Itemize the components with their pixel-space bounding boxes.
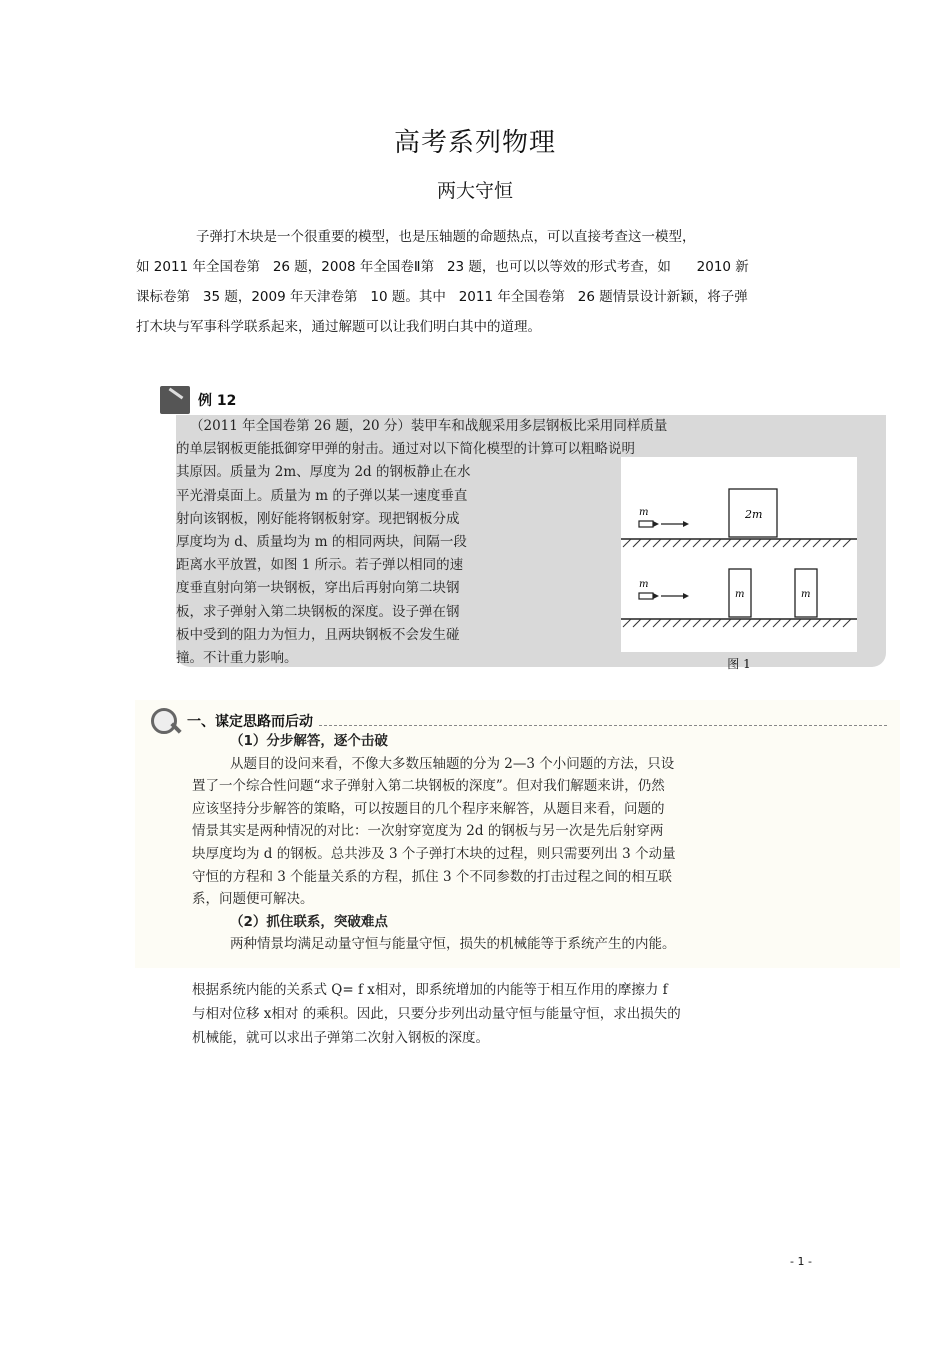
strategy-section: [135, 700, 900, 968]
example-line: 厚度均为 d、质量均为 m 的相同两块，间隔一段: [176, 534, 467, 551]
conclusion-line: 机械能，就可以求出子弹第二次射入钢板的深度。: [192, 1030, 489, 1046]
pencil-icon: [160, 386, 190, 414]
example-line: 撞。不计重力影响。: [176, 650, 298, 667]
para-line: 系，问题便可解决。: [192, 891, 314, 908]
figure-background: [621, 457, 857, 652]
para-line: 块厚度均为 d 的钢板。总共涉及 3 个子弹打木块的过程，则只需要列出 3 个动量: [192, 845, 676, 862]
example-box: [160, 385, 890, 671]
example-line: 射向该钢板，刚好能将钢板射穿。现把钢板分成: [176, 510, 460, 527]
para-line: 守恒的方程和 3 个能量关系的方程，抓住 3 个不同参数的打击过程之间的相互联: [192, 868, 672, 885]
section-divider: [319, 725, 887, 726]
conclusion-line: 根据系统内能的关系式 Q= f x相对，即系统增加的内能等于相互作用的摩擦力 f: [192, 982, 668, 998]
subheading-1: （1）分步解答，逐个击破: [230, 733, 388, 749]
block-m-second-label: m: [801, 589, 811, 600]
section-title: 一、谋定思路而后动: [187, 714, 313, 730]
para-line: 应该坚持分步解答的策略，可以按题目的几个程序来解答，从题目来看，问题的: [192, 800, 665, 817]
page-number: - 1 -: [790, 1255, 812, 1268]
example-line: （2011 年全国卷第 26 题，20 分）装甲车和战舰采用多层钢板比采用同样质量: [190, 418, 668, 434]
magnifier-icon: [147, 706, 183, 736]
subheading-2: （2）抓住联系，突破难点: [230, 913, 388, 930]
example-line: 其原因。质量为 2m、厚度为 2d 的钢板静止在水: [176, 464, 471, 481]
example-header: [160, 385, 236, 415]
example-label: 例 12: [198, 393, 237, 409]
section-body: [192, 730, 676, 956]
para-line: 两种情景均满足动量守恒与能量守恒，损失的机械能等于系统产生的内能。: [230, 936, 676, 953]
page-title: 高考系列物理: [393, 128, 556, 158]
bullet-label-bottom: m: [639, 579, 649, 590]
block-2m-label: 2m: [745, 508, 763, 521]
figure-diagram: [621, 457, 857, 652]
example-body: [176, 415, 886, 671]
block-m-first-label: m: [735, 589, 745, 600]
intro-line: 子弹打木块是一个很重要的模型，也是压轴题的命题热点，可以直接考查这一模型，: [196, 229, 696, 245]
example-line: 的单层钢板更能抵御穿甲弹的射击。通过对以下简化模型的计算可以粗略说明: [176, 441, 635, 458]
example-text: [176, 415, 667, 670]
bullet-label-top: m: [639, 507, 649, 518]
figure-1: [621, 457, 857, 671]
intro-line: 打木块与军事科学联系起来，通过解题可以让我们明白其中的道理。: [136, 319, 541, 335]
para-line: 从题目的设问来看，不像大多数压轴题的分为 2—3 个小问题的方法，只设: [230, 755, 675, 772]
para-line: 置了一个综合性问题“求子弹射入第二块钢板的深度”。但对我们解题来讲，仍然: [192, 778, 665, 795]
para-line: 情景其实是两种情况的对比：一次射穿宽度为 2d 的钢板与另一次是先后射穿两: [192, 823, 664, 840]
figure-caption: 图 1: [727, 657, 751, 671]
example-line: 板，求子弹射入第二块钢板的深度。设子弹在钢: [176, 603, 460, 620]
intro-line: 如 2011 年全国卷第 26 题，2008 年全国卷Ⅱ第 23 题，也可以以等效的形式考查，如 2010 新: [136, 259, 749, 275]
intro-line: 课标卷第 35 题，2009 年天津卷第 10 题。其中 2011 年全国卷第 26 题情景设计新颖，将子弹: [136, 289, 748, 305]
example-line: 板中受到的阻力为恒力，且两块钢板不会发生碰: [176, 626, 460, 643]
page-subtitle: 两大守恒: [436, 180, 513, 202]
intro-paragraph: [136, 222, 826, 342]
example-line: 平光滑桌面上。质量为 m 的子弹以某一速度垂直: [176, 487, 468, 504]
example-line: 度垂直射向第一块钢板，穿出后再射向第二块钢: [176, 580, 460, 597]
example-line: 距离水平放置，如图 1 所示。若子弹以相同的速: [176, 557, 464, 574]
conclusion-line: 与相对位移 x相对 的乘积。因此，只要分步列出动量守恒与能量守恒，求出损失的: [192, 1006, 681, 1022]
conclusion-paragraph: [192, 978, 681, 1050]
